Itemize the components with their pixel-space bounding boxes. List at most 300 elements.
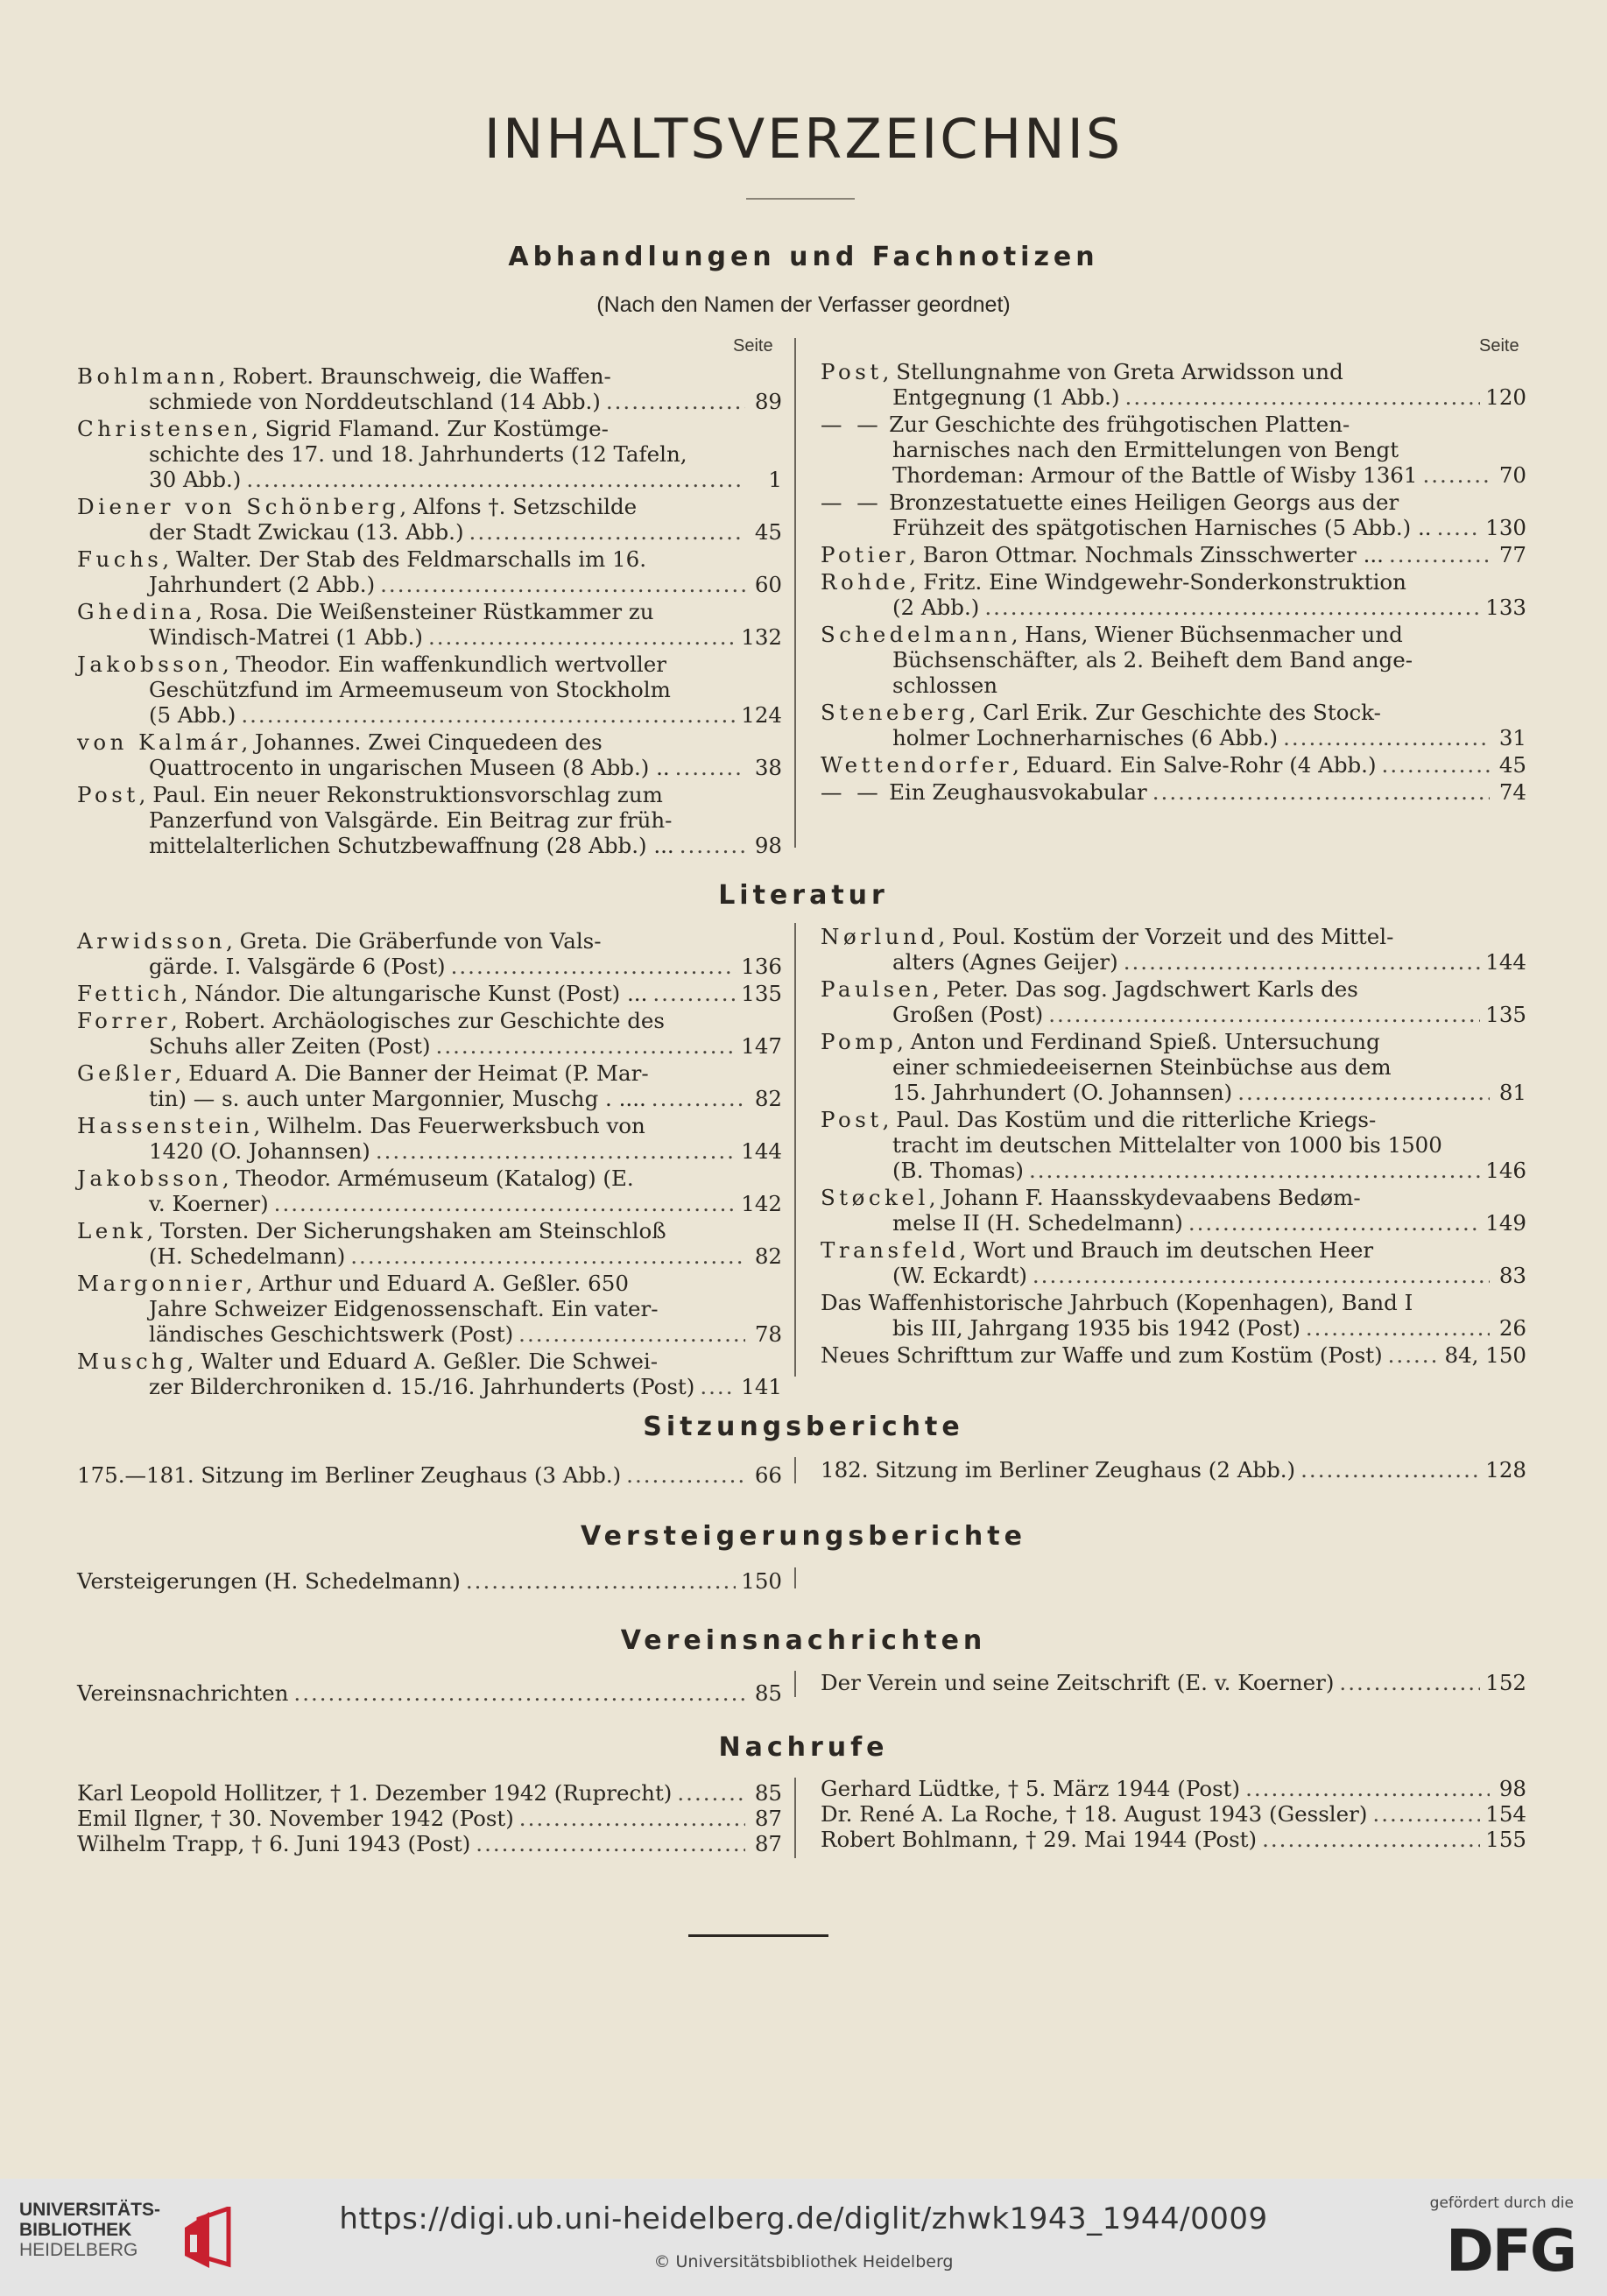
entry-page: 144 [1485, 949, 1526, 975]
index-entry [77, 1462, 782, 1488]
entry-text: Eduard. Ein Salve-Rohr (4 Abb.) [1026, 752, 1377, 778]
entry-author: Støckel [821, 1185, 929, 1210]
index-entry [77, 782, 782, 858]
entry-page: 89 [754, 389, 782, 414]
entry-text: der Stadt Zwickau (13. Abb.) [149, 519, 464, 545]
index-entry [821, 489, 1526, 540]
entry-page: 149 [1485, 1210, 1526, 1236]
entry-text: Das Waffenhistorische Jahrbuch (Kopenhagen), Band I [821, 1290, 1413, 1315]
entry-text: Geschützfund im Armeemuseum von Stockholm [149, 677, 671, 702]
entry-line: Jakobsson , Theodor. Armémuseum (Katalog) (E. [77, 1166, 634, 1191]
dot-leader [1188, 1210, 1480, 1236]
column-divider [794, 923, 796, 1377]
entry-text: Zur Geschichte des frühgotischen Platten- [889, 412, 1350, 437]
entry-text: bis III, Jahrgang 1935 bis 1942 (Post) [892, 1315, 1300, 1341]
entry-page: 66 [754, 1462, 782, 1488]
entry-page: 98 [754, 833, 782, 858]
entry-line: Nørlund , Poul. Kostüm der Vorzeit und des Mittel- [821, 924, 1394, 949]
entry-line [77, 833, 782, 858]
entry-author: Schedelmann [821, 622, 1011, 647]
section-subheading: (Nach den Namen der Verfasser geordnet) [596, 292, 1011, 317]
index-entry [821, 779, 1526, 805]
index-entry [77, 1060, 782, 1111]
dot-leader [1382, 752, 1490, 778]
entry-line [821, 1002, 1526, 1027]
entry-line [821, 779, 1526, 805]
entry-line: Post , Paul. Ein neuer Rekonstruktionsvorschlag zum [77, 782, 663, 807]
entry-text: Paul. Das Kostüm und die ritterliche Kriegs- [896, 1107, 1377, 1132]
entry-page: 84, 150 [1444, 1342, 1526, 1368]
entry-line [77, 1033, 782, 1059]
index-entry [77, 928, 782, 979]
entry-page: 147 [741, 1033, 782, 1059]
entry-text: Panzerfund von Valsgärde. Ein Beitrag zur früh- [149, 807, 673, 833]
section-heading-vereinsnachrichten: Vereinsnachrichten [620, 1625, 987, 1656]
seite-label-left: Seite [733, 336, 773, 356]
entry-text: 30 Abb.) [149, 467, 242, 492]
column-divider [794, 1671, 796, 1697]
entry-page: 77 [1498, 542, 1526, 567]
entry-author: Muschg [77, 1349, 187, 1374]
entry-page: 82 [754, 1243, 782, 1269]
dot-leader [376, 1138, 736, 1164]
entry-line: Wettendorfer , Eduard. Ein Salve-Rohr (4 Abb.) ..... 45 [821, 752, 1526, 778]
dot-leader [380, 572, 745, 597]
entry-page: 132 [741, 624, 782, 650]
dot-leader [1388, 1342, 1440, 1368]
entry-line: Forrer , Robert. Archäologisches zur Geschichte des [77, 1008, 665, 1033]
index-entry [821, 542, 1526, 567]
entry-line [821, 647, 1526, 673]
entry-line [821, 489, 1526, 515]
footer-bar [0, 2179, 1607, 2296]
index-entry [821, 1107, 1526, 1183]
index-entry [821, 412, 1526, 488]
entry-text: (W. Eckardt) [892, 1263, 1027, 1288]
entry-text: Arthur und Eduard A. Geßler. 650 [259, 1271, 629, 1296]
entry-page: 133 [1485, 595, 1526, 620]
dot-leader [652, 981, 736, 1006]
entry-text: melse II (H. Schedelmann) [892, 1210, 1183, 1236]
dot-leader [518, 1321, 745, 1347]
entry-line [821, 725, 1526, 750]
index-entry [77, 1166, 782, 1216]
entry-line [821, 1801, 1526, 1827]
entry-author: Diener von Schönberg [77, 494, 400, 519]
index-entry [821, 622, 1526, 698]
entry-page: 154 [1485, 1801, 1526, 1827]
entry-author: Jakobsson [77, 651, 222, 677]
entry-page: 38 [754, 755, 782, 780]
entry-text: Baron Ottmar. Nochmals Zinsschwerter ... [922, 542, 1384, 567]
entry-line: Margonnier , Arthur und Eduard A. Geßler. 650 [77, 1271, 629, 1296]
index-entry [821, 1670, 1526, 1695]
library-name-line2: BIBLIOTHEK [19, 2220, 132, 2240]
entry-line [77, 467, 782, 492]
entry-text: 15. Jahrhundert (O. Johannsen) [892, 1080, 1233, 1105]
entry-text: (H. Schedelmann) [149, 1243, 346, 1269]
sitz-left [77, 1462, 782, 1488]
dot-leader [451, 954, 737, 979]
sitz-right [821, 1457, 1526, 1483]
entry-line: Diener von Schönberg , Alfons †. Setzschilde [77, 494, 638, 519]
entry-line [821, 1263, 1526, 1288]
entry-text: Büchsenschäfter, als 2. Beiheft dem Band ange- [892, 647, 1413, 673]
entry-author: Post [821, 1107, 883, 1132]
verein-left [77, 1680, 782, 1706]
entry-line [821, 1315, 1526, 1341]
entry-line: Transfeld , Wort und Brauch im deutschen Heer [821, 1237, 1374, 1263]
entry-text: Carl Erik. Zur Geschichte des Stock- [983, 700, 1381, 725]
entry-line [77, 1191, 782, 1216]
entry-line [77, 1462, 782, 1488]
section-heading-sitzungsberichte: Sitzungsberichte [643, 1412, 964, 1442]
entry-text: Ein Zeughausvokabular [889, 779, 1147, 805]
index-entry [821, 1029, 1526, 1105]
entry-text: tin) — s. auch unter Margonnier, Muschg . .... [149, 1086, 646, 1111]
entry-text: Jahre Schweizer Eidgenossenschaft. Ein vater- [149, 1296, 659, 1321]
entry-text: Johann F. Haansskydevaabens Bedøm- [942, 1185, 1361, 1210]
entry-text: tracht im deutschen Mittelalter von 1000 bis 1500 [892, 1132, 1442, 1158]
entry-text: Greta. Die Gräberfunde von Vals- [239, 928, 602, 954]
entry-author: Geßler [77, 1060, 175, 1086]
entry-line [77, 1568, 782, 1594]
entry-line [77, 677, 782, 702]
entry-text: einer schmiedeeisernen Steinbüchse aus dem [892, 1054, 1392, 1080]
entry-line [821, 515, 1526, 540]
entry-author: Hassenstein [77, 1113, 254, 1138]
index-entry [821, 976, 1526, 1027]
entry-author: Potier [821, 542, 910, 567]
dot-leader [677, 1780, 745, 1806]
index-entry [821, 1290, 1526, 1341]
entry-line [77, 1831, 782, 1856]
entry-line: Post , Stellungnahme von Greta Arwidsson und [821, 359, 1343, 384]
entry-text: Fritz. Eine Windgewehr-Sonderkonstruktion [923, 569, 1406, 595]
entry-text: Nándor. Die altungarische Kunst (Post) ... [194, 981, 648, 1006]
entry-text: mittelalterlichen Schutzbewaffnung (28 Abb.) ... [149, 833, 674, 858]
dot-leader [984, 595, 1480, 620]
entry-line: Pomp , Anton und Ferdinand Spieß. Untersuchung [821, 1029, 1380, 1054]
entry-page: 144 [741, 1138, 782, 1164]
entry-line [77, 624, 782, 650]
dot-leader [1306, 1315, 1490, 1341]
entry-line [821, 673, 1526, 698]
entry-line: Potier , Baron Ottmar. Nochmals Zinsschwerter ... ..... 77 [821, 542, 1526, 567]
entry-line [77, 572, 782, 597]
section-heading-versteigerungsberichte: Versteigerungsberichte [581, 1521, 1026, 1552]
lit-left-column [77, 928, 782, 1401]
entry-text: Walter. Der Stab des Feldmarschalls im 16. [175, 546, 647, 572]
index-entry [821, 359, 1526, 410]
entry-author: Post [821, 359, 883, 384]
entry-text: ländisches Geschichtswerk (Post) [149, 1321, 514, 1347]
entry-text: 175.—181. Sitzung im Berliner Zeughaus (3 Abb.) [77, 1462, 622, 1488]
dot-leader [466, 1568, 736, 1594]
entry-line [77, 1321, 782, 1347]
entry-page: 146 [1485, 1158, 1526, 1183]
entry-text: schlossen [892, 673, 998, 698]
lit-right-column [821, 924, 1526, 1370]
entry-author: — — [821, 412, 883, 437]
entry-page: 87 [754, 1831, 782, 1856]
entry-author: Ghedina [77, 599, 196, 624]
entry-author: Arwidsson [77, 928, 227, 954]
index-entry [77, 494, 782, 545]
section-heading-abhandlungen: Abhandlungen und Fachnotizen [508, 242, 1099, 272]
entry-line [77, 954, 782, 979]
index-entry [821, 1342, 1526, 1368]
index-entry [821, 1457, 1526, 1483]
index-entry [77, 363, 782, 414]
copyright-notice: © Universitätsbibliothek Heidelberg [653, 2252, 954, 2271]
entry-author: Christensen [77, 416, 252, 441]
index-entry [77, 981, 782, 1006]
entry-line: Paulsen , Peter. Das sog. Jagdschwert Karls des [821, 976, 1358, 1002]
index-entry [821, 1237, 1526, 1288]
dot-leader [246, 467, 745, 492]
document-url-link[interactable]: https://digi.ub.uni-heidelberg.de/diglit/zhwk1943_1944/0009 [339, 2201, 1268, 2236]
entry-text: Theodor. Armémuseum (Katalog) (E. [236, 1166, 634, 1191]
entry-text: alters (Agnes Geijer) [892, 949, 1118, 975]
entry-page: 31 [1498, 725, 1526, 750]
abh-left-column [77, 363, 782, 860]
entry-text: Wort und Brauch im deutschen Heer [973, 1237, 1374, 1263]
entry-page: 152 [1485, 1670, 1526, 1695]
entry-line [77, 389, 782, 414]
entry-page: 141 [741, 1374, 782, 1399]
entry-author: Transfeld [821, 1237, 960, 1263]
entry-text: Hans, Wiener Büchsenmacher und [1025, 622, 1403, 647]
dot-leader [1339, 1670, 1480, 1695]
dot-leader [1437, 515, 1481, 540]
entry-line [821, 1670, 1526, 1695]
entry-text: Quattrocento in ungarischen Museen (8 Abb.) .. [149, 755, 670, 780]
entry-text: zer Bilderchroniken d. 15./16. Jahrhunderts (Post) [149, 1374, 695, 1399]
entry-text: Karl Leopold Hollitzer, † 1. Dezember 1942 (Ruprecht) [77, 1780, 673, 1806]
entry-text: Wilhelm. Das Feuerwerksbuch von [267, 1113, 645, 1138]
entry-page: 130 [1485, 515, 1526, 540]
column-divider [794, 1567, 796, 1588]
entry-text: Johannes. Zwei Cinquedeen des [255, 729, 603, 755]
entry-page: 45 [754, 519, 782, 545]
dot-leader [675, 755, 745, 780]
index-entry [77, 416, 782, 492]
entry-text: 182. Sitzung im Berliner Zeughaus (2 Abb.) [821, 1457, 1296, 1483]
dot-leader [1262, 1827, 1480, 1852]
entry-line [821, 1342, 1526, 1368]
entry-page: 120 [1485, 384, 1526, 410]
entry-page: 82 [754, 1086, 782, 1111]
entry-page: 78 [754, 1321, 782, 1347]
entry-line [77, 1086, 782, 1111]
entry-line: Rohde , Fritz. Eine Windgewehr-Sonderkonstruktion [821, 569, 1406, 595]
entry-page: 74 [1498, 779, 1526, 805]
end-divider [688, 1934, 828, 1937]
index-entry [77, 1568, 782, 1594]
entry-text: schmiede von Norddeutschland (14 Abb.) [149, 389, 601, 414]
dot-leader [519, 1806, 745, 1831]
entry-page: 136 [741, 954, 782, 979]
entry-line [77, 519, 782, 545]
entry-line [821, 1132, 1526, 1158]
dot-leader [1029, 1158, 1480, 1183]
nach-right-column [821, 1776, 1526, 1852]
dot-leader [1372, 1801, 1480, 1827]
column-divider [794, 338, 796, 848]
entry-line [77, 1296, 782, 1321]
dot-leader [1124, 949, 1481, 975]
entry-text: Stellungnahme von Greta Arwidsson und [896, 359, 1343, 384]
dot-leader [606, 389, 745, 414]
entry-text: Torsten. Der Sicherungshaken am Steinschloß [159, 1218, 666, 1243]
entry-page: 83 [1498, 1263, 1526, 1288]
index-entry [77, 1113, 782, 1164]
entry-text: Peter. Das sog. Jagdschwert Karls des [946, 976, 1358, 1002]
seite-label-right: Seite [1479, 336, 1519, 356]
entry-text: Theodor. Ein waffenkundlich wertvoller [236, 651, 666, 677]
entry-text: v. Koerner) [149, 1191, 269, 1216]
entry-page: 124 [741, 702, 782, 728]
entry-author: Rohde [821, 569, 910, 595]
entry-text: Robert. Braunschweig, die Waffen- [232, 363, 611, 389]
dot-leader [1300, 1457, 1480, 1483]
entry-line [821, 1827, 1526, 1852]
entry-line: Bohlmann , Robert. Braunschweig, die Waffen- [77, 363, 611, 389]
entry-page: 135 [1485, 1002, 1526, 1027]
entry-line [77, 441, 782, 467]
entry-line [77, 1680, 782, 1706]
dot-leader [652, 1086, 745, 1111]
entry-text: Jahrhundert (2 Abb.) [149, 572, 376, 597]
entry-page: 85 [754, 1780, 782, 1806]
entry-line [821, 1776, 1526, 1801]
entry-page: 155 [1485, 1827, 1526, 1852]
entry-text: Rosa. Die Weißensteiner Rüstkammer zu [208, 599, 654, 624]
entry-line: Lenk , Torsten. Der Sicherungshaken am Steinschloß [77, 1218, 666, 1243]
entry-line [77, 807, 782, 833]
dot-leader [428, 624, 736, 650]
dot-leader [1245, 1776, 1490, 1801]
dot-leader [1033, 1263, 1490, 1288]
entry-author: von Kalmár [77, 729, 242, 755]
entry-line: Hassenstein , Wilhelm. Das Feuerwerksbuch von [77, 1113, 645, 1138]
entry-line [821, 437, 1526, 462]
obituary-entry [77, 1780, 782, 1806]
entry-text: Großen (Post) [892, 1002, 1044, 1027]
entry-page: 1 [768, 467, 782, 492]
entry-line: Støckel , Johann F. Haansskydevaabens Bedøm- [821, 1185, 1361, 1210]
dot-leader [436, 1033, 737, 1059]
entry-author: Pomp [821, 1029, 898, 1054]
entry-text: Versteigerungen (H. Schedelmann) [77, 1568, 461, 1594]
entry-line: Steneberg , Carl Erik. Zur Geschichte des Stock- [821, 700, 1381, 725]
dot-leader [1152, 779, 1490, 805]
library-name-line1: UNIVERSITÄTS- [19, 2200, 161, 2220]
dot-leader [680, 833, 745, 858]
entry-author: Paulsen [821, 976, 933, 1002]
index-entry [77, 651, 782, 728]
entry-page: 150 [741, 1568, 782, 1594]
library-name-line3: HEIDELBERG [19, 2240, 138, 2260]
entry-text: schichte des 17. und 18. Jahrhunderts (12 Tafeln, [149, 441, 687, 467]
dot-leader [293, 1680, 745, 1706]
entry-page: 135 [741, 981, 782, 1006]
entry-author: Post [77, 782, 139, 807]
column-divider [794, 1457, 796, 1483]
entry-author: Wettendorfer [821, 752, 1013, 778]
entry-author: — — [821, 489, 883, 515]
entry-text: Alfons †. Setzschilde [412, 494, 638, 519]
dot-leader [1125, 384, 1481, 410]
index-entry [821, 1185, 1526, 1236]
entry-text: Robert. Archäologisches zur Geschichte des [184, 1008, 665, 1033]
entry-line [77, 702, 782, 728]
entry-author: Fuchs [77, 546, 163, 572]
index-entry [77, 599, 782, 650]
dot-leader [700, 1374, 736, 1399]
dot-leader [476, 1831, 745, 1856]
entry-page: 128 [1485, 1457, 1526, 1483]
entry-text: Schuhs aller Zeiten (Post) [149, 1033, 431, 1059]
entry-line: Christensen , Sigrid Flamand. Zur Kostümge- [77, 416, 609, 441]
entry-text: (2 Abb.) [892, 595, 980, 620]
entry-text: 1420 (O. Johannsen) [149, 1138, 370, 1164]
entry-line [77, 1138, 782, 1164]
abh-right-column [821, 359, 1526, 806]
entry-text: Der Verein und seine Zeitschrift (E. v. Koerner) [821, 1670, 1335, 1695]
entry-text: Poul. Kostüm der Vorzeit und des Mittel- [952, 924, 1394, 949]
entry-line [821, 1080, 1526, 1105]
index-entry [77, 1218, 782, 1269]
entry-line: Arwidsson , Greta. Die Gräberfunde von Vals- [77, 928, 602, 954]
dfg-logo[interactable]: DFG [1445, 2217, 1575, 2285]
entry-text: (5 Abb.) [149, 702, 236, 728]
funding-note: gefördert durch die [1429, 2194, 1574, 2212]
section-heading-nachrufe: Nachrufe [718, 1732, 889, 1763]
dot-leader [1422, 462, 1490, 488]
column-divider [794, 1778, 796, 1858]
entry-line [77, 755, 782, 780]
entry-text: Paul. Ein neuer Rekonstruktionsvorschlag zum [152, 782, 663, 807]
entry-author: Margonnier [77, 1271, 246, 1296]
entry-line: Jakobsson , Theodor. Ein waffenkundlich wertvoller [77, 651, 666, 677]
dot-leader [1389, 542, 1490, 567]
entry-text: Sigrid Flamand. Zur Kostümge- [264, 416, 609, 441]
index-entry [821, 752, 1526, 778]
entry-line [821, 1158, 1526, 1183]
entry-page: 142 [741, 1191, 782, 1216]
entry-line [821, 462, 1526, 488]
entry-text: Emil Ilgner, † 30. November 1942 (Post) [77, 1806, 514, 1831]
obituary-entry [821, 1827, 1526, 1852]
entry-line [821, 1457, 1526, 1483]
entry-author: Nørlund [821, 924, 939, 949]
index-entry [77, 546, 782, 597]
entry-page: 70 [1498, 462, 1526, 488]
entry-text: (B. Thomas) [892, 1158, 1024, 1183]
index-entry [77, 1271, 782, 1347]
entry-line [821, 949, 1526, 975]
entry-author: Lenk [77, 1218, 147, 1243]
dot-leader [1237, 1080, 1490, 1105]
entry-line: Muschg , Walter und Eduard A. Geßler. Die Schwei- [77, 1349, 658, 1374]
dot-leader [1048, 1002, 1480, 1027]
entry-author: Fettich [77, 981, 181, 1006]
entry-line: von Kalmár , Johannes. Zwei Cinquedeen des [77, 729, 603, 755]
index-entry [821, 700, 1526, 750]
entry-text: Frühzeit des spätgotischen Harnisches (5 Abb.) .. [892, 515, 1432, 540]
